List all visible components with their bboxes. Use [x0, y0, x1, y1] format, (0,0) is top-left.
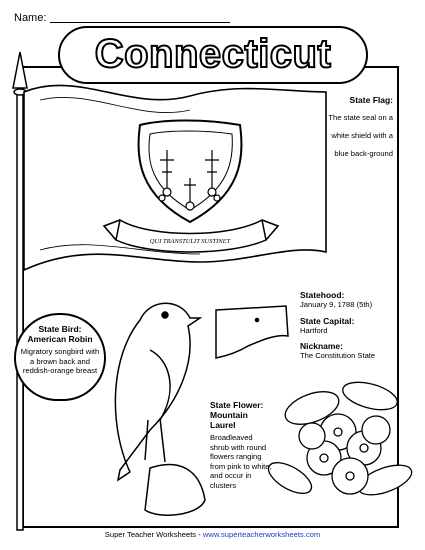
footer-site-name: Super Teacher Worksheets — [104, 530, 197, 539]
state-flag-info — [323, 95, 393, 161]
state-flag-label: State Flag: — [349, 95, 393, 105]
state-flower-label: State Flower: — [210, 400, 264, 410]
page-title: Connecticut — [94, 32, 332, 76]
state-flower-text: Broadleaved shrub with round flowers ranging from pink to white, and occur in clusters — [210, 433, 272, 490]
mountain-laurel-icon — [264, 377, 416, 501]
american-robin-icon — [115, 303, 205, 515]
nickname-label: Nickname: — [300, 341, 343, 351]
state-bird-label: State Bird: — [38, 324, 82, 334]
state-flower-name-2: Laurel — [210, 420, 236, 430]
nickname-value: The Constitution State — [300, 351, 376, 360]
capital-value: Hartford — [300, 325, 328, 335]
state-bird-text: Migratory songbird with a brown back and reddish-orange breast — [20, 347, 100, 375]
footer — [0, 530, 425, 539]
state-facts — [300, 290, 410, 361]
flag-motto: QUI TRANSTULIT SUSTINET — [149, 238, 231, 245]
capital-label: State Capital: — [300, 315, 355, 326]
state-flower-name-1: Mountain — [210, 410, 248, 420]
state-bird-info — [14, 313, 106, 401]
footer-url[interactable]: www.superteacherworksheets.com — [202, 530, 321, 539]
footer-separator: - — [196, 530, 203, 539]
statehood-value: January 9, 1788 (5th) — [300, 300, 373, 309]
name-label: Name: — [14, 12, 47, 24]
statehood-label: Statehood: — [300, 290, 345, 300]
state-bird-name: American Robin — [27, 334, 93, 344]
state-flag-text: The state seal on a white shield with a blue back-ground — [328, 113, 393, 158]
state-map-icon — [216, 306, 288, 358]
state-flower-info — [210, 400, 272, 490]
